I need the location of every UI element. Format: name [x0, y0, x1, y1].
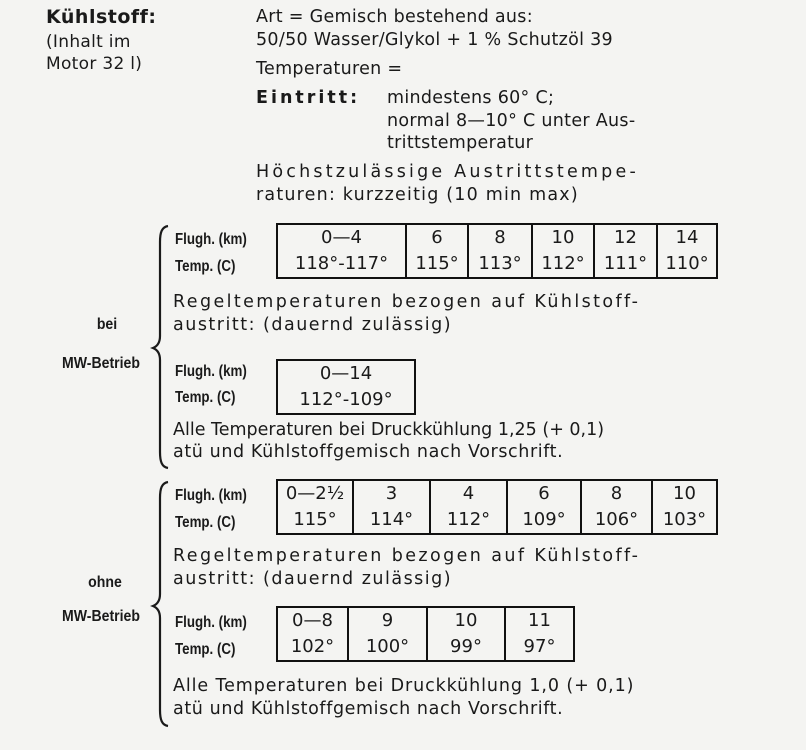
regel-note-line1: Regeltemperaturen bezogen auf Kühlstoff- [173, 546, 641, 566]
temp-cell: 114° [353, 507, 430, 534]
capacity-note-line2: Motor 32 l) [46, 54, 143, 74]
altitude-label: Flugh. (km) [175, 487, 247, 504]
temp-cell: 118°-117° [294, 253, 389, 274]
altitude-cell: 0—8 [292, 610, 333, 631]
page-title: Kühlstoff: [46, 6, 157, 28]
pressure-note-line1: Alle Temperaturen bei Druckkühlung 1,0 (+ 0,1) [173, 676, 635, 696]
altitude-cell: 9 [348, 607, 427, 634]
altitude-cell: 4 [430, 480, 507, 507]
brace-icon [150, 224, 172, 470]
temperatures-heading: Temperaturen = [256, 59, 403, 79]
altitude-cell: 12 [594, 224, 657, 251]
regel-temp-table-no-mw [276, 606, 575, 662]
temp-cell: 103° [652, 507, 717, 534]
mw-label-line2: MW-Betrieb [62, 355, 140, 372]
altitude-cell: 10 [532, 224, 594, 251]
altitude-cell: 10 [652, 480, 717, 507]
temp-cell: 109° [507, 507, 581, 534]
temp-cell: 113° [468, 251, 532, 278]
altitude-label: Flugh. (km) [175, 614, 247, 631]
temp-cell: 112°-109° [299, 389, 393, 410]
brace-icon [150, 480, 172, 728]
inlet-normal-cont: trittstemperatur [387, 133, 534, 153]
altitude-label: Flugh. (km) [175, 363, 247, 380]
max-temp-table-no-mw [276, 479, 718, 535]
altitude-label: Flugh. (km) [175, 231, 247, 248]
pressure-note-line1: Alle Temperaturen bei Druckkühlung 1,25 (+ 0,1) [173, 420, 605, 440]
temp-cell: 115° [406, 251, 468, 278]
temp-cell: 111° [594, 251, 657, 278]
regel-note-line2: austritt: (dauernd zulässig) [173, 315, 453, 335]
temp-cell: 115° [293, 509, 337, 530]
temperature-label: Temp. (C) [175, 389, 236, 406]
altitude-cell: 0—4 [321, 227, 362, 248]
altitude-cell: 11 [505, 607, 574, 634]
altitude-cell: 8 [581, 480, 652, 507]
regel-note-line1: Regeltemperaturen bezogen auf Kühlstoff- [173, 292, 641, 312]
capacity-note-line1: (Inhalt im [46, 32, 131, 52]
regel-note-line2: austritt: (dauernd zulässig) [173, 569, 453, 589]
inlet-label: Eintritt: [256, 88, 361, 108]
temp-cell: 97° [505, 634, 574, 661]
altitude-cell: 0—14 [319, 363, 373, 384]
temp-cell: 100° [348, 634, 427, 661]
max-outlet-line1: Höchstzulässige Austrittstempe- [256, 162, 639, 182]
altitude-cell: 8 [468, 224, 532, 251]
no-mw-label-line1: ohne [88, 574, 122, 591]
mw-label-line1: bei [96, 316, 118, 333]
altitude-cell: 3 [353, 480, 430, 507]
inlet-min: mindestens 60° C; [387, 88, 555, 108]
temp-cell: 106° [581, 507, 652, 534]
temperature-label: Temp. (C) [175, 641, 236, 658]
altitude-cell: 6 [406, 224, 468, 251]
max-outlet-line2: raturen: kurzzeitig (10 min max) [256, 185, 579, 205]
max-temp-table-mw [276, 223, 718, 279]
no-mw-label-line2: MW-Betrieb [62, 608, 140, 625]
altitude-cell: 14 [657, 224, 717, 251]
temp-cell: 112° [430, 507, 507, 534]
temp-cell: 99° [427, 634, 505, 661]
coolant-mixture: 50/50 Wasser/Glykol + 1 % Schutzöl 39 [256, 30, 613, 50]
regel-temp-table-mw [276, 359, 416, 415]
temp-cell: 102° [290, 636, 335, 657]
temp-cell: 112° [532, 251, 594, 278]
coolant-type: Art = Gemisch bestehend aus: [256, 7, 533, 27]
temp-cell: 110° [657, 251, 717, 278]
altitude-cell: 10 [427, 607, 505, 634]
altitude-cell: 0—2½ [285, 483, 345, 504]
inlet-normal: normal 8—10° C unter Aus- [387, 111, 636, 131]
temperature-label: Temp. (C) [175, 514, 236, 531]
pressure-note-line2: atü und Kühlstoffgemisch nach Vorschrift. [173, 699, 564, 719]
altitude-cell: 6 [507, 480, 581, 507]
pressure-note-line2: atü und Kühlstoffgemisch nach Vorschrift. [173, 442, 564, 462]
temperature-label: Temp. (C) [175, 258, 236, 275]
